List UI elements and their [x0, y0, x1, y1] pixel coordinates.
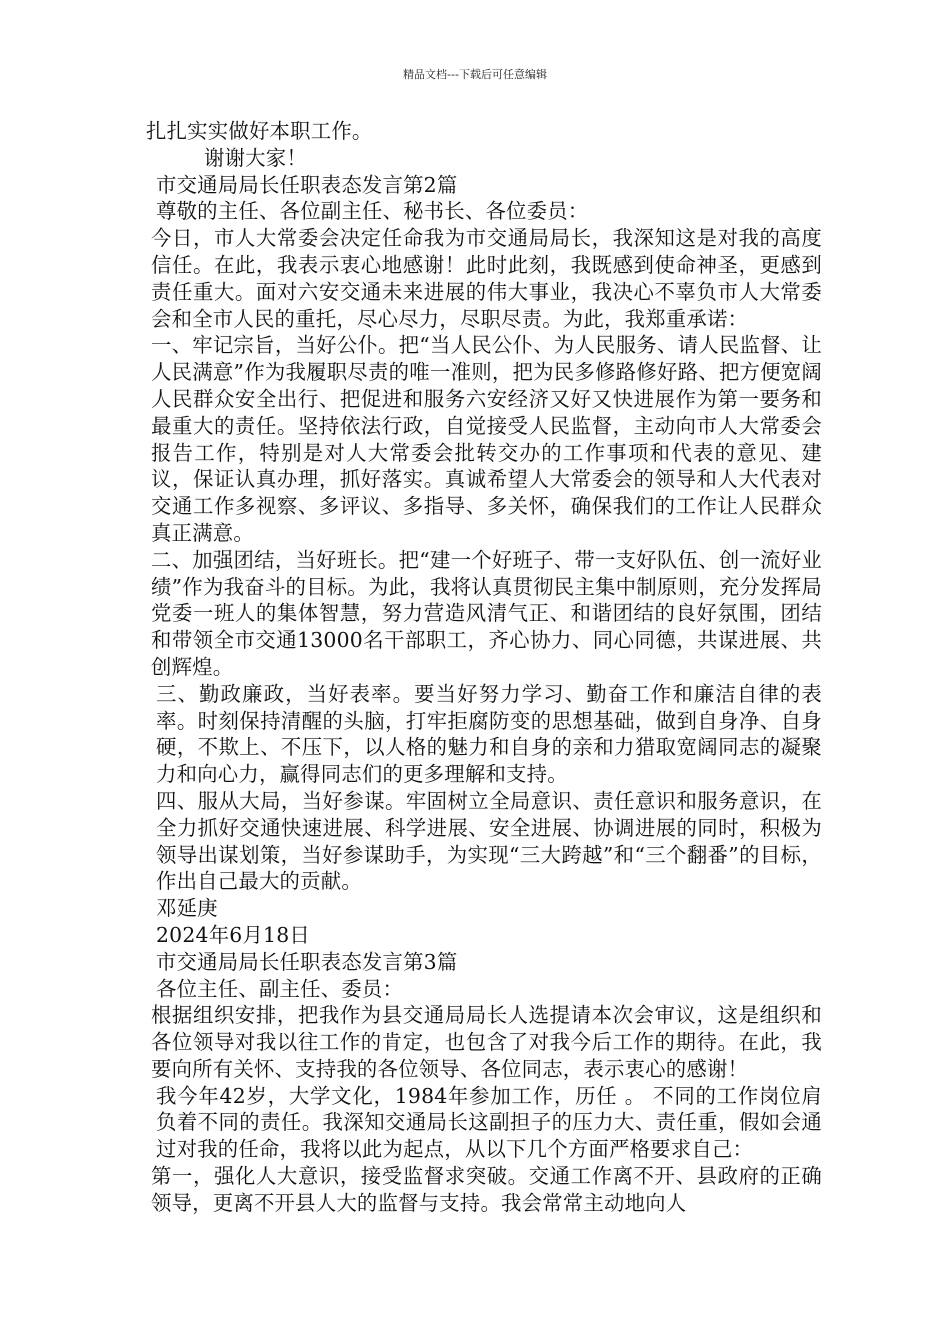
paragraph: 三、勤政廉政，当好表率。要当好努力学习、勤奋工作和廉洁自律的表率。时刻保持清醒的头脑，打牢拒腐防变的思想基础，做到自身净、自身硬，不欺上、不压下，以人格的魅力和自身的亲和力猎取宽阔同志的凝聚力和向心力，赢得同志们的更多理解和支持。: [156, 681, 822, 787]
paragraph: 第一，强化人大意识，接受监督求突破。交通工作离不开、县政府的正确领导，更离不开县人大的监督与支持。我会常常主动地向人: [151, 1164, 822, 1215]
section-title: 市交通局局长任职表态发言第3篇: [156, 949, 458, 974]
paragraph: 二、加强团结，当好班长。把“建一个好班子、带一支好队伍、创一流好业绩”作为我奋斗的目标。为此，我将认真贯彻民主集中制原则，充分发挥局党委一班人的集体智慧，努力营造风清气正、和谐团结的良好氛围，团结和带领全市交通13000名干部职工，齐心协力、同心同德，共谋进展、共创辉煌。: [151, 547, 822, 679]
section-title: 市交通局局长任职表态发言第2篇: [156, 172, 458, 197]
paragraph: 扎扎实实做好本职工作。: [146, 119, 373, 143]
salutation: 尊敬的主任、各位副主任、秘书长、各位委员：: [156, 199, 589, 224]
signature-date: 2024年6月18日: [156, 922, 310, 947]
page-header: 精品文档---下载后可任意编辑: [403, 68, 547, 81]
paragraph: 今日，市人大常委会决定任命我为市交通局局长，我深知这是对我的高度信任。在此，我表示衷心地感谢！此时此刻，我既感到使命神圣，更感到责任重大。面对六安交通未来进展的伟大事业，我决心不辜负市人大常委会和全市人民的重托，尽心尽力，尽职尽责。为此，我郑重承诺：: [151, 226, 822, 331]
signature-name: 邓延庚: [156, 896, 218, 921]
salutation: 各位主任、副主任、委员：: [156, 976, 404, 1001]
paragraph: 根据组织安排，把我作为县交通局局长人选提请本次会审议，这是组织和各位领导对我以往工作的肯定，也包含了对我今后工作的期待。在此，我要向所有关怀、支持我的各位领导、各位同志，表示衷心的感谢！: [151, 1003, 822, 1081]
paragraph: 一、牢记宗旨，当好公仆。把“当人民公仆、为人民服务、请人民监督、让人民满意”作为我履职尽责的唯一准则，把为民多修路修好路、把方便宽阔人民群众安全出行、把促进和服务六安经济又好又快进展作为第一要务和最重大的责任。坚持依法行政，自觉接受人民监督，主动向市人大常委会报告工作，特别是对人大常委会批转交办的工作事项和代表的意见、建议，保证认真办理，抓好落实。真诚希望人大常委会的领导和人大代表对交通工作多视察、多评议、多指导、多关怀，确保我们的工作让人民群众真正满意。: [151, 333, 822, 545]
paragraph: 我今年42岁，大学文化，1984年参加工作，历任 。 不同的工作岗位肩负着不同的责任。我深知交通局长这副担子的压力大、责任重，假如会通过对我的任命，我将以此为起点，从以下几个方面严格要求自己：: [156, 1083, 822, 1162]
document-body: [146, 118, 822, 1217]
paragraph: 谢谢大家！: [204, 145, 307, 170]
paragraph: 四、服从大局，当好参谋。牢固树立全局意识、责任意识和服务意识，在全力抓好交通快速进展、科学进展、安全进展、协调进展的同时，积极为领导出谋划策，当好参谋助手，为实现“三大跨越”和“三个翻番”的目标，作出自己最大的贡献。: [156, 788, 822, 894]
